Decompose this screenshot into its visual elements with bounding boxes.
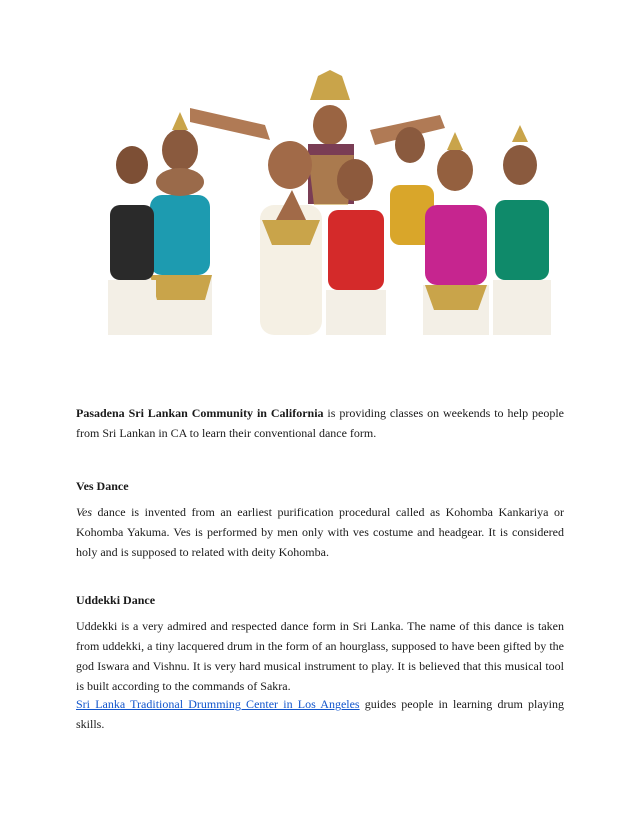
community-name: Pasadena Sri Lankan Community in California <box>76 406 324 420</box>
uddekki-dance-paragraph: Uddekki is a very admired and respected dance form in Sri Lanka. The name of this dance is taken from uddekki, a tiny lacquered drum in the form of an hourglass, supposed to have been gifted by the god Iswara and Vishnu. It is very hard musical instrument to play. It is believed that this musical tool is built according to the commands of Sakra. <box>76 619 564 693</box>
ves-dance-paragraph <box>76 502 564 562</box>
ves-dance-heading: Ves Dance <box>76 479 129 493</box>
drumming-text: guides people in learning drum playing skills. <box>76 697 565 731</box>
ves-term: Ves <box>76 505 92 519</box>
drumming-paragraph <box>76 694 564 734</box>
ves-text: dance is invented from an earliest purification procedural called as Kohomba Kankariya or Kohomba Yakuma. Ves is performed by men only with ves costume and headgear. It is considered holy and is supposed to related with deity Kohomba. <box>76 505 564 559</box>
uddekki-dance-heading: Uddekki Dance <box>76 593 156 607</box>
dancers-photo <box>80 70 560 340</box>
intro-paragraph <box>76 403 564 443</box>
drumming-center-link[interactable]: Sri Lanka Traditional Drumming Center in Los Angeles <box>76 697 360 711</box>
intro-text: is providing classes on weekends to help people from Sri Lankan in CA to learn their conventional dance form. <box>76 406 564 440</box>
